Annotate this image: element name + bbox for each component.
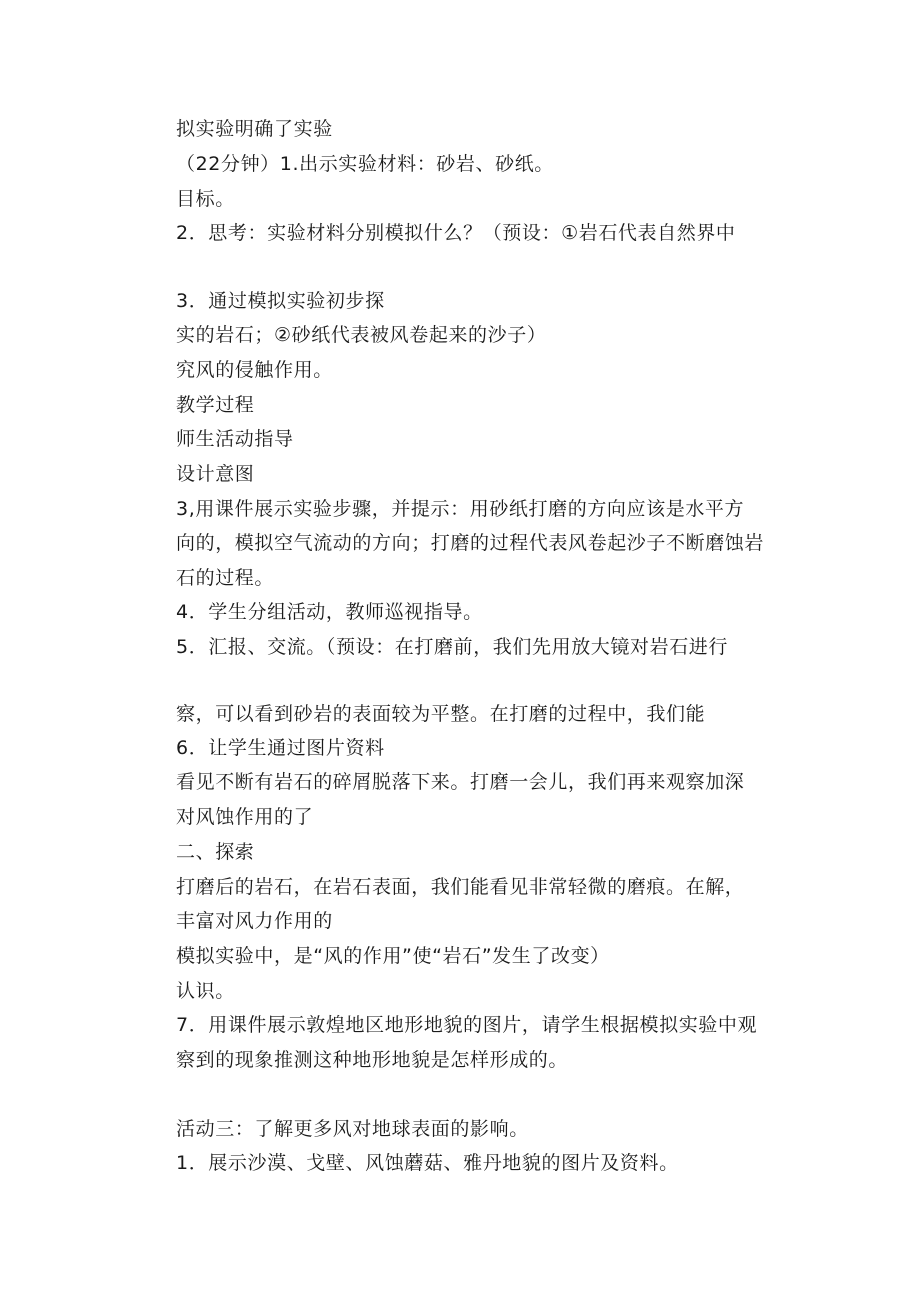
text-line: 究风的侵触作用。 <box>176 359 333 381</box>
text-line: 3．通过模拟实验初步探 <box>176 290 385 312</box>
text-line: 设计意图 <box>176 463 255 485</box>
text-line: 2．思考：实验材料分别模拟什么？（预设：①岩石代表自然界中 <box>176 222 736 244</box>
text-line: 教学过程 <box>176 394 255 416</box>
text-line: 目标。 <box>176 188 235 210</box>
text-line: 二、探索 <box>176 841 255 863</box>
text-line: 对风蚀作用的了 <box>176 806 314 828</box>
text-line: （22分钟）1.出示实验材料：砂岩、砂纸。 <box>176 153 554 175</box>
text-line: 看见不断有岩石的碎屑脱落下来。打磨一会儿，我们再来观察加深 <box>176 771 745 793</box>
text-line: 实的岩石；②砂纸代表被风卷起来的沙子） <box>176 324 547 346</box>
text-line: 向的，模拟空气流动的方向；打磨的过程代表风卷起沙子不断磨蚀岩 <box>176 532 765 554</box>
text-line: 活动三：了解更多风对地球表面的影响。 <box>176 1118 529 1140</box>
text-line: 察到的现象推测这种地形地貌是怎样形成的。 <box>176 1049 569 1071</box>
text-line: 师生活动指导 <box>176 428 294 450</box>
text-line: 4．学生分组活动，教师巡视指导。 <box>176 601 483 623</box>
text-line: 3,用课件展示实验步骤，并提示：用砂纸打磨的方向应该是水平方 <box>176 498 745 520</box>
text-line: 石的过程。 <box>176 567 275 589</box>
text-line: 5．汇报、交流。（预设：在打磨前，我们先用放大镜对岩石进行 <box>176 636 728 658</box>
text-line: 6．让学生通过图片资料 <box>176 737 385 759</box>
text-line: 7．用课件展示敦煌地区地形地貌的图片，请学生根据模拟实验中观 <box>176 1014 758 1036</box>
text-line: 打磨后的岩石，在岩石表面，我们能看见非常轻微的磨痕。在解， <box>176 876 745 898</box>
text-line: 1．展示沙漠、戈壁、风蚀蘑菇、雅丹地貌的图片及资料。 <box>176 1152 679 1174</box>
text-line: 丰富对风力作用的 <box>176 910 333 932</box>
text-line: 模拟实验中，是“风的作用”使“岩石”发生了改变） <box>176 945 610 967</box>
text-line: 察，可以看到砂岩的表面较为平整。在打磨的过程中，我们能 <box>176 703 706 725</box>
text-line: 认识。 <box>176 980 235 1002</box>
text-line: 拟实验明确了实验 <box>176 118 333 140</box>
